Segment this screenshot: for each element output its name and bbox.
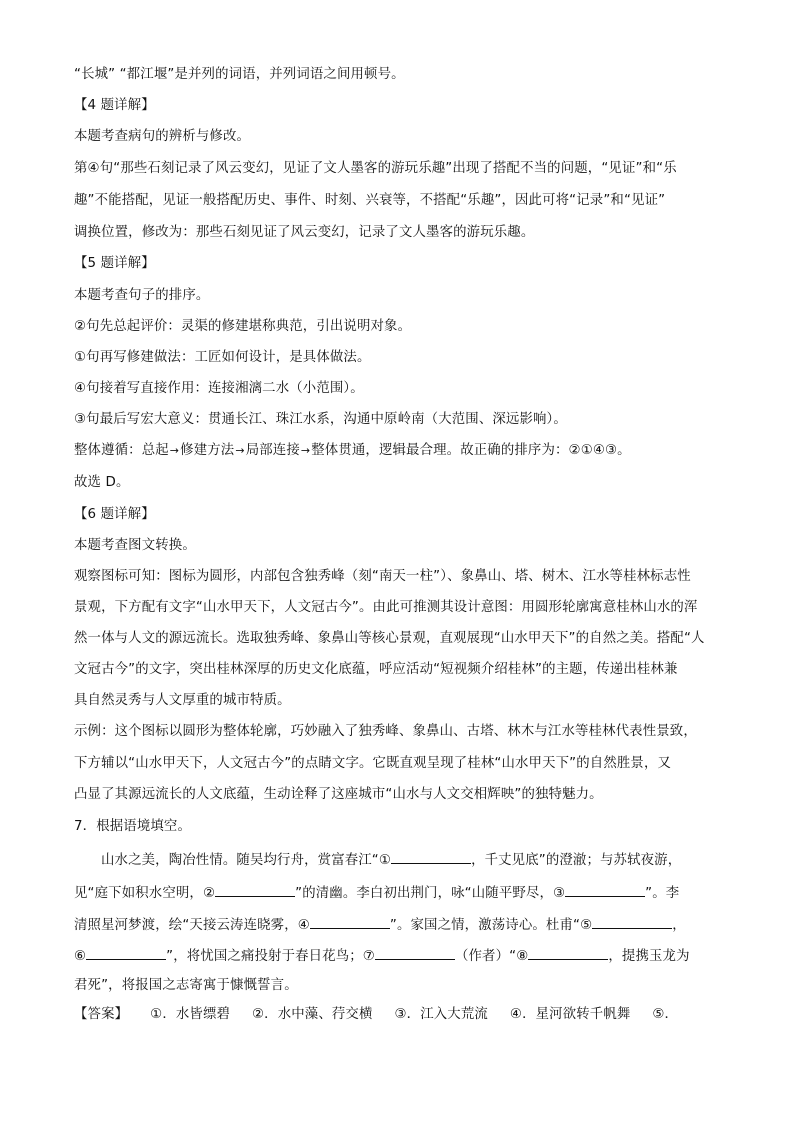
text-segment: 整体贯通，逻辑最合理。故正确的排序为：②①④③。 xyxy=(311,443,631,458)
answer-tag: 【答案】 xyxy=(74,1007,129,1022)
fill-blank-line xyxy=(74,915,686,935)
blank-3[interactable] xyxy=(565,883,645,897)
text-segment: ”，将忧国之痛投射于春日花鸟；⑦ xyxy=(166,949,375,964)
blank-1[interactable] xyxy=(391,850,471,864)
text-segment: 清照星河梦渡，绘“天接云涛连晓雾，④ xyxy=(74,918,310,933)
text-line: 本题考查句子的排序。 xyxy=(74,288,210,303)
arrow-icon: → xyxy=(235,444,245,457)
text-line: “长城” “都江堰”是并列的词语，并列词语之间用顿号。 xyxy=(74,67,405,82)
text-line: 景观，下方配有文字“山水甲天下，人文冠古今”。由此可推测其设计意图：用圆形轮廓寓意桂林山水的浑 xyxy=(74,600,698,615)
answer-item: ①．水皆缥碧 xyxy=(150,1007,231,1022)
text-line: ①句再写修建做法：工匠如何设计，是具体做法。 xyxy=(74,350,371,365)
text-line: 趣”不能搭配，见证一般搭配历史、事件、时刻、兴衰等，不搭配“乐趣”，因此可将“记录”和“见证” xyxy=(74,193,666,208)
arrow-icon: → xyxy=(169,444,180,457)
fill-blank-line xyxy=(74,946,690,966)
text-line: 故选 D。 xyxy=(74,475,130,490)
question-7-title: 7．根据语境填空。 xyxy=(74,819,191,834)
blank-8[interactable] xyxy=(528,946,608,960)
text-line: ③句最后写宏大意义：贯通长江、珠江水系，沟通中原岭南（大范围、深远影响）。 xyxy=(74,412,567,427)
sequence-line xyxy=(74,442,631,460)
text-segment: ”的清幽。李白初出荆门，咏“山随平野尽，③ xyxy=(295,886,566,901)
text-line: ②句先总起评价：灵渠的修建堪称典范，引出说明对象。 xyxy=(74,319,412,334)
answer-item: ③．江入大荒流 xyxy=(394,1007,488,1022)
text-segment: 局部连接 xyxy=(245,443,300,458)
blank-6[interactable] xyxy=(86,946,166,960)
text-line: 观察图标可知：图标为圆形，内部包含独秀峰（刻“南天一柱”）、象鼻山、塔、树木、江水等桂林标志性 xyxy=(74,569,691,584)
text-line: 具自然灵秀与人文厚重的城市特质。 xyxy=(74,693,291,708)
text-line: 凸显了其源远流长的人文底蕴，生动诠释了这座城市“山水与人文交相辉映”的独特魅力。 xyxy=(74,787,603,802)
section-heading-q6: 【6 题详解】 xyxy=(74,507,155,522)
arrow-icon: → xyxy=(300,444,311,457)
text-line: 示例：这个图标以圆形为整体轮廓，巧妙融入了独秀峰、象鼻山、古塔、林木与江水等桂林代表性景致， xyxy=(74,724,697,739)
fill-blank-line xyxy=(101,850,681,870)
text-line: 本题考查病句的辨析与修改。 xyxy=(74,129,251,144)
text-segment: （作者）“⑧ xyxy=(454,949,529,964)
text-segment: ”。李 xyxy=(645,886,680,901)
answer-item: ②．水中藻、荇交横 xyxy=(252,1007,373,1022)
blank-4[interactable] xyxy=(310,915,390,929)
text-segment: 山水之美，陶冶性情。随吴均行舟，赏富春江“① xyxy=(101,853,392,868)
text-segment: 整体遵循：总起 xyxy=(74,443,169,458)
answer-line xyxy=(74,1006,678,1024)
text-line: 本题考查图文转换。 xyxy=(74,538,196,553)
section-heading-q4: 【4 题详解】 xyxy=(74,98,155,113)
text-segment: ，提携玉龙为 xyxy=(608,949,690,964)
text-segment: 修建方法 xyxy=(180,443,235,458)
text-segment: 见“庭下如积水空明，② xyxy=(74,886,216,901)
text-line: 文冠古今”的文字，突出桂林深厚的历史文化底蕴，呼应活动“短视频介绍桂林”的主题，传递出桂林兼 xyxy=(74,662,678,677)
blank-2[interactable] xyxy=(215,883,295,897)
answer-item: ⑤． xyxy=(652,1007,679,1022)
blank-7[interactable] xyxy=(375,946,455,960)
answer-item: ④．星河欲转千帆舞 xyxy=(509,1007,631,1022)
text-segment: ， xyxy=(672,918,686,933)
text-line: 然一体与人文的源远流长。选取独秀峰、象鼻山等核心景观，直观展现“山水甲天下”的自然之美。搭配“人 xyxy=(74,631,705,646)
fill-blank-line xyxy=(74,883,679,903)
text-line: ④句接着写直接作用：连接湘漓二水（小范围）。 xyxy=(74,381,364,396)
text-line: 调换位置，修改为：那些石刻见证了风云变幻，记录了文人墨客的游玩乐趣。 xyxy=(74,225,535,240)
blank-5[interactable] xyxy=(592,915,672,929)
text-line: 第④句“那些石刻记录了风云变幻，见证了文人墨客的游玩乐趣”出现了搭配不当的问题，“见证”和“乐 xyxy=(74,161,677,176)
section-heading-q5: 【5 题详解】 xyxy=(74,256,155,271)
text-line: 下方辅以“山水甲天下，人文冠古今”的点睛文字。它既直观呈现了桂林“山水甲天下”的自然胜景，又 xyxy=(74,756,672,771)
text-segment: ⑥ xyxy=(74,949,87,964)
text-segment: ”。家国之情，激荡诗心。杜甫“⑤ xyxy=(389,918,593,933)
text-segment: ，千丈见底”的澄澈；与苏轼夜游， xyxy=(471,853,682,868)
text-line: 君死”，将报国之志寄寓于慷慨誓言。 xyxy=(74,978,298,993)
